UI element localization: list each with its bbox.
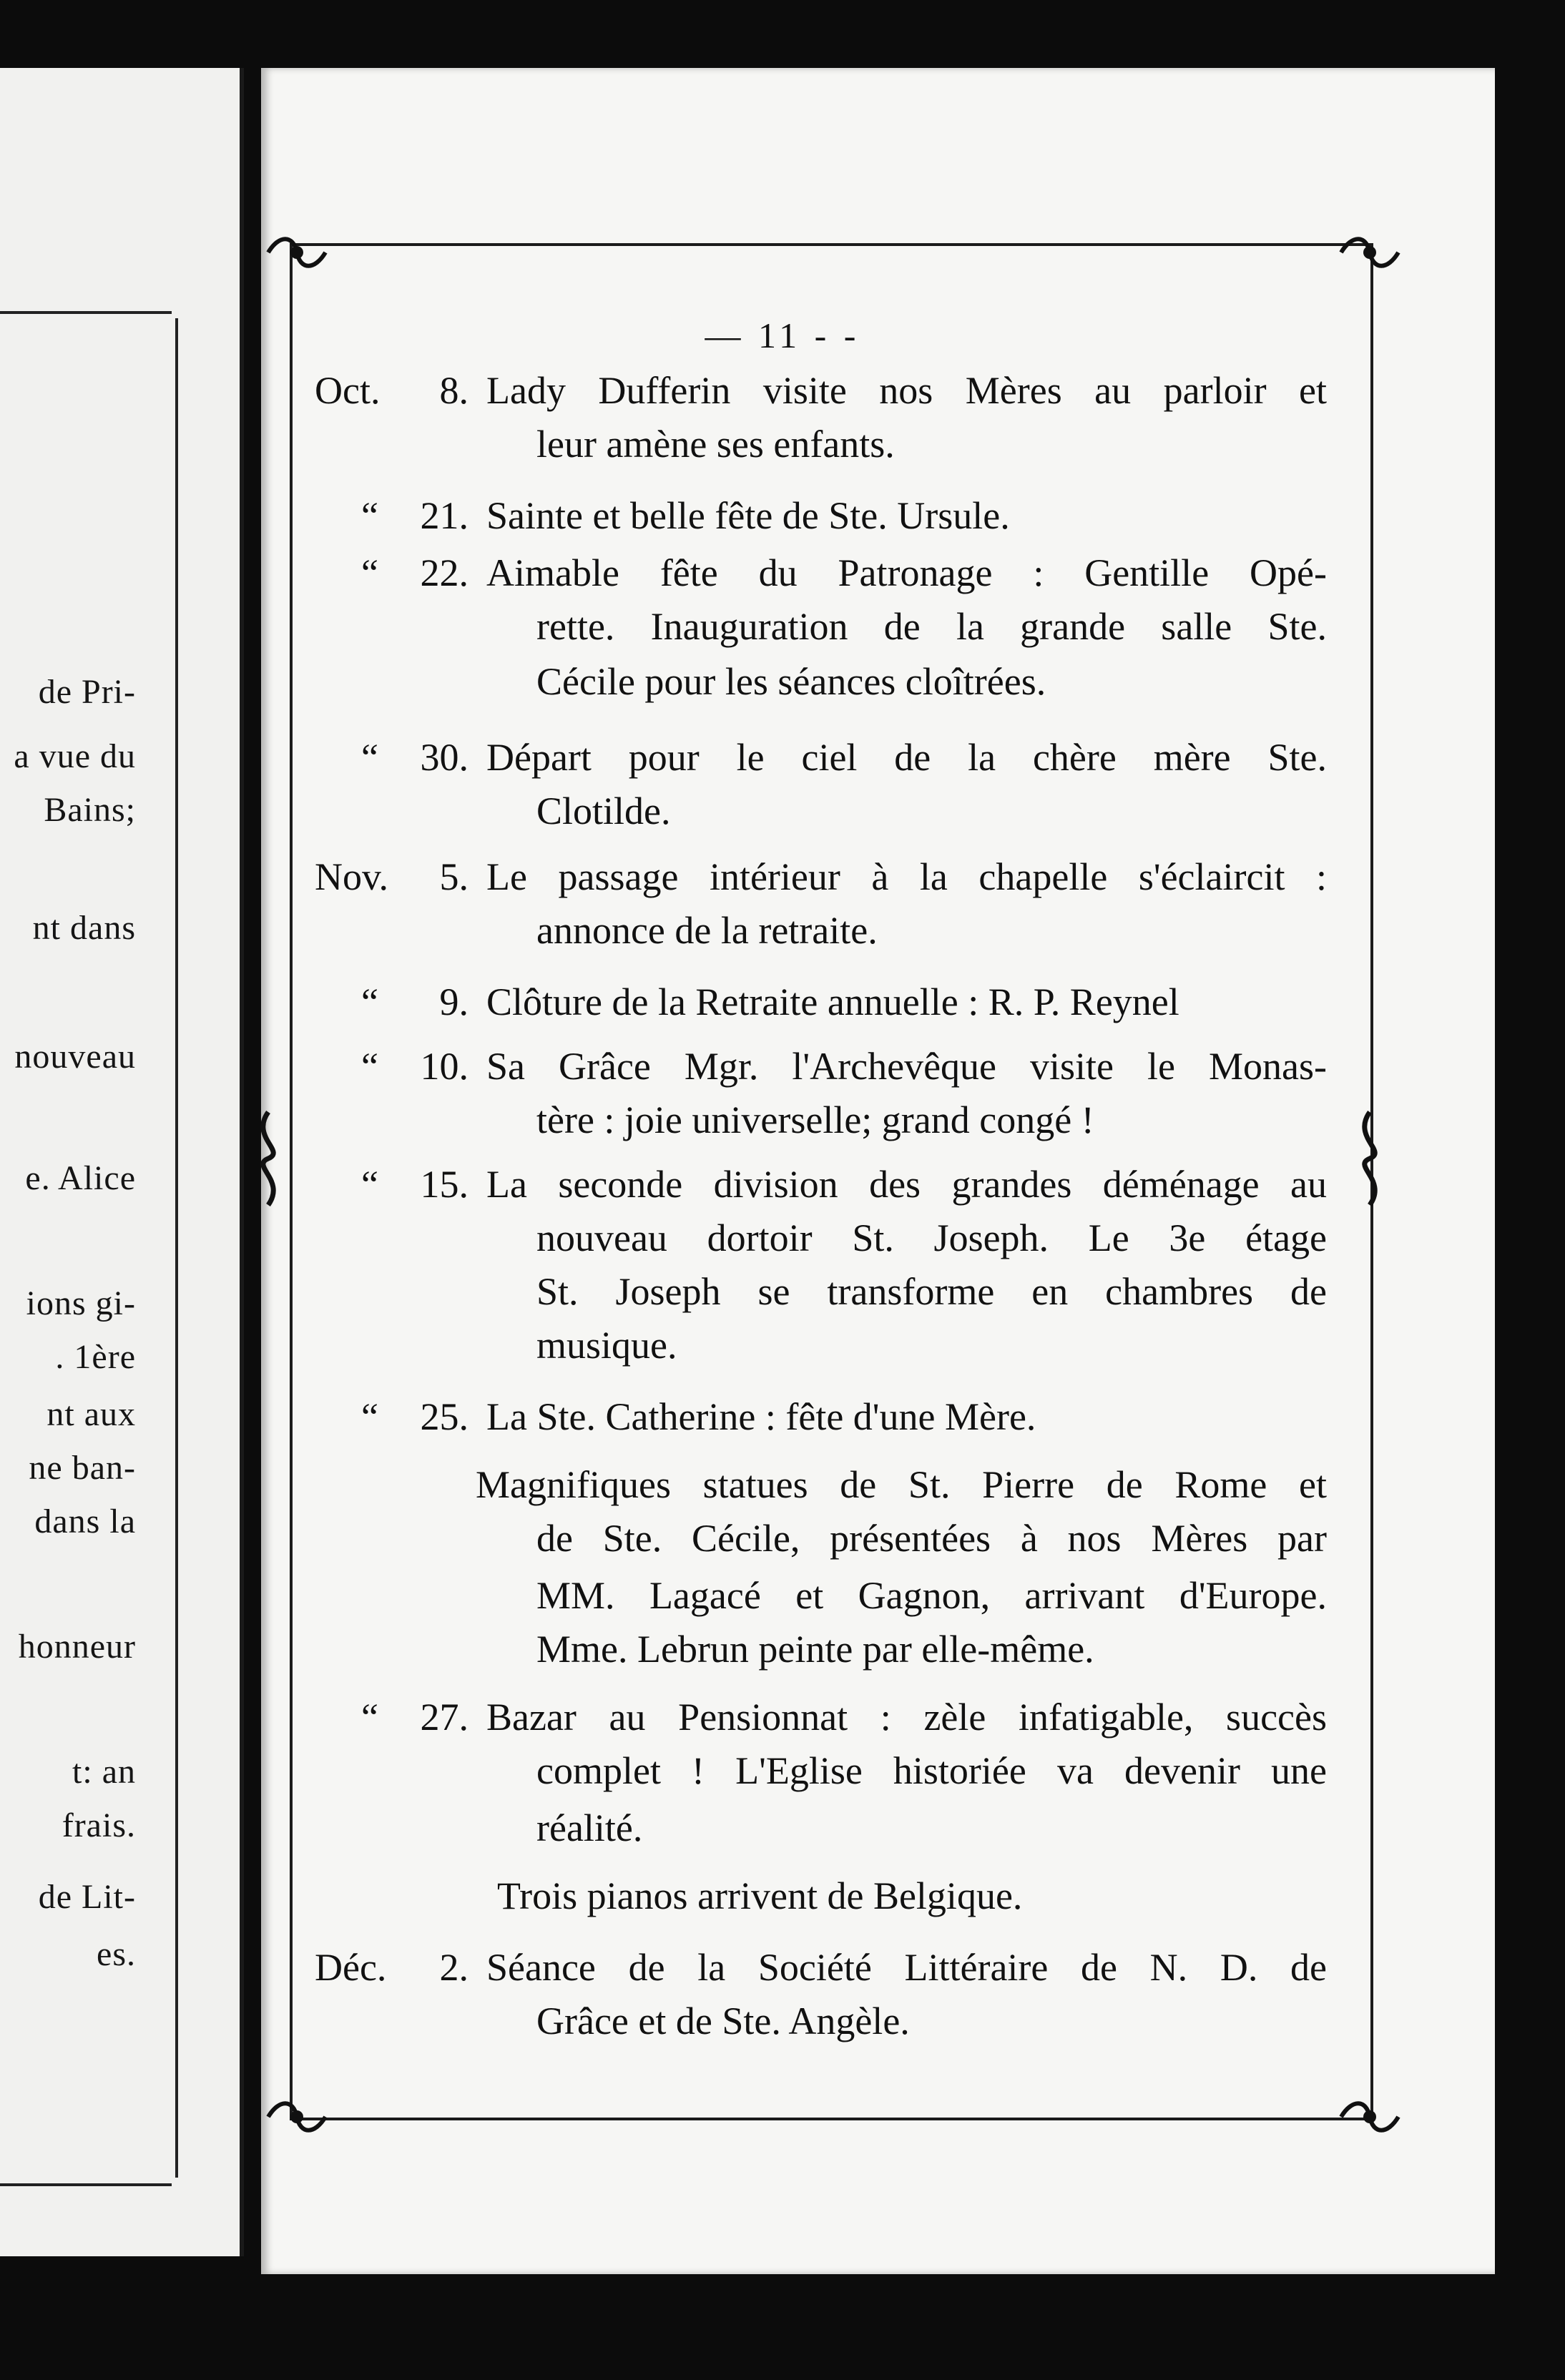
entry-day: 30. <box>420 736 468 779</box>
entry-day: 25. <box>420 1395 468 1438</box>
entry-day: 22. <box>420 551 468 594</box>
corner-ornament-icon <box>1338 2092 1402 2142</box>
entry-month: Oct. <box>315 369 381 412</box>
entry-month: “ <box>361 551 378 594</box>
entry-day: 9. <box>439 980 468 1023</box>
entry-month: Déc. <box>315 1946 387 1989</box>
entry-month: “ <box>361 736 378 779</box>
previous-page-line: nt dans <box>32 909 136 947</box>
entry-text-line: La Ste. Catherine : fête d'une Mère. <box>486 1395 1036 1438</box>
entry-text-line: rette. Inauguration de la grande salle Ste. <box>536 605 1327 648</box>
entry-text-line: MM. Lagacé et Gagnon, arrivant d'Europe. <box>536 1574 1327 1617</box>
corner-ornament-icon <box>265 2092 329 2142</box>
previous-page-line: Bains; <box>44 791 136 829</box>
entry-text-line: Lady Dufferin visite nos Mères au parloir et <box>486 369 1327 412</box>
entry-text-line: tère : joie universelle; grand congé ! <box>536 1098 1094 1141</box>
entry-day: 21. <box>420 494 468 537</box>
entry-text-line: Grâce et de Ste. Angèle. <box>536 2000 910 2042</box>
entry-text-line: St. Joseph se transforme en chambres de <box>536 1270 1327 1313</box>
entry-text-line: Le passage intérieur à la chapelle s'éclaircit : <box>486 855 1327 898</box>
left-frame-top-rule <box>0 311 172 314</box>
entry-text-line: de Ste. Cécile, présentées à nos Mères par <box>536 1517 1327 1560</box>
entry-day: 27. <box>420 1696 468 1739</box>
entry-text-line: Cécile pour les séances cloîtrées. <box>536 660 1046 703</box>
previous-page-line: de Pri- <box>38 673 136 711</box>
entry-day: 10. <box>420 1045 468 1088</box>
previous-page-line: t: an <box>72 1753 136 1791</box>
previous-page-line: e. Alice <box>25 1159 136 1197</box>
entry-text-line: leur amène ses enfants. <box>536 423 895 466</box>
entry-month: “ <box>361 1696 378 1739</box>
previous-page-line: honneur <box>18 1628 136 1666</box>
entry-month: “ <box>361 1395 378 1438</box>
entry-text-line: Clotilde. <box>536 790 671 832</box>
entry-text-line: nouveau dortoir St. Joseph. Le 3e étage <box>536 1216 1327 1259</box>
previous-page-line: dans la <box>34 1503 136 1540</box>
previous-page-line: ions gi- <box>26 1284 136 1322</box>
previous-page-line: nt aux <box>46 1395 136 1433</box>
side-ornament-icon <box>1338 1108 1402 1209</box>
entry-text-line: musique. <box>536 1324 677 1367</box>
entry-text-line: Aimable fête du Patronage : Gentille Opé- <box>486 551 1327 594</box>
entry-text-line: Sa Grâce Mgr. l'Archevêque visite le Monas- <box>486 1045 1327 1088</box>
entry-text-line: Mme. Lebrun peinte par elle-même. <box>536 1628 1094 1671</box>
entry-month: “ <box>361 980 378 1023</box>
entry-text-line: Bazar au Pensionnat : zèle infatigable, succès <box>486 1696 1327 1739</box>
entry-month: “ <box>361 1045 378 1088</box>
corner-ornament-icon <box>1338 227 1402 277</box>
entry-day: 5. <box>439 855 468 898</box>
previous-page-line: frais. <box>62 1806 136 1844</box>
entry-text-line: complet ! L'Eglise historiée va devenir une <box>536 1749 1327 1792</box>
page-number: — 11 - - <box>705 315 860 355</box>
entry-day: 15. <box>420 1163 468 1206</box>
entry-text-line: Sainte et belle fête de Ste. Ursule. <box>486 494 1010 537</box>
previous-page-line: ne ban- <box>29 1449 136 1487</box>
previous-page-line: de Lit- <box>38 1878 136 1916</box>
previous-page-line: . 1ère <box>55 1338 136 1376</box>
entry-month: “ <box>361 1163 378 1206</box>
previous-page-line: es. <box>97 1935 136 1973</box>
entry-text-line: Départ pour le ciel de la chère mère Ste. <box>486 736 1327 779</box>
entry-text-line: Séance de la Société Littéraire de N. D. de <box>486 1946 1327 1989</box>
entry-text-line: réalité. <box>536 1806 643 1849</box>
entry-day: 2. <box>439 1946 468 1989</box>
entry-month: “ <box>361 494 378 537</box>
entry-month: Nov. <box>315 855 388 898</box>
entry-day: 8. <box>439 369 468 412</box>
entry-text-line: Clôture de la Retraite annuelle : R. P. Reynel <box>486 980 1179 1023</box>
previous-page-line: nouveau <box>14 1038 136 1076</box>
corner-ornament-icon <box>265 227 329 277</box>
left-frame-side-rule <box>175 318 178 2178</box>
entry-text-line: Trois pianos arrivent de Belgique. <box>497 1874 1023 1917</box>
entry-text-line: La seconde division des grandes déménage au <box>486 1163 1327 1206</box>
entry-text-line: annonce de la retraite. <box>536 909 878 952</box>
entry-text-line: Magnifiques statues de St. Pierre de Rome et <box>476 1463 1327 1506</box>
previous-page-line: a vue du <box>14 737 136 775</box>
side-ornament-icon <box>236 1108 300 1209</box>
left-frame-bottom-rule <box>0 2183 172 2186</box>
